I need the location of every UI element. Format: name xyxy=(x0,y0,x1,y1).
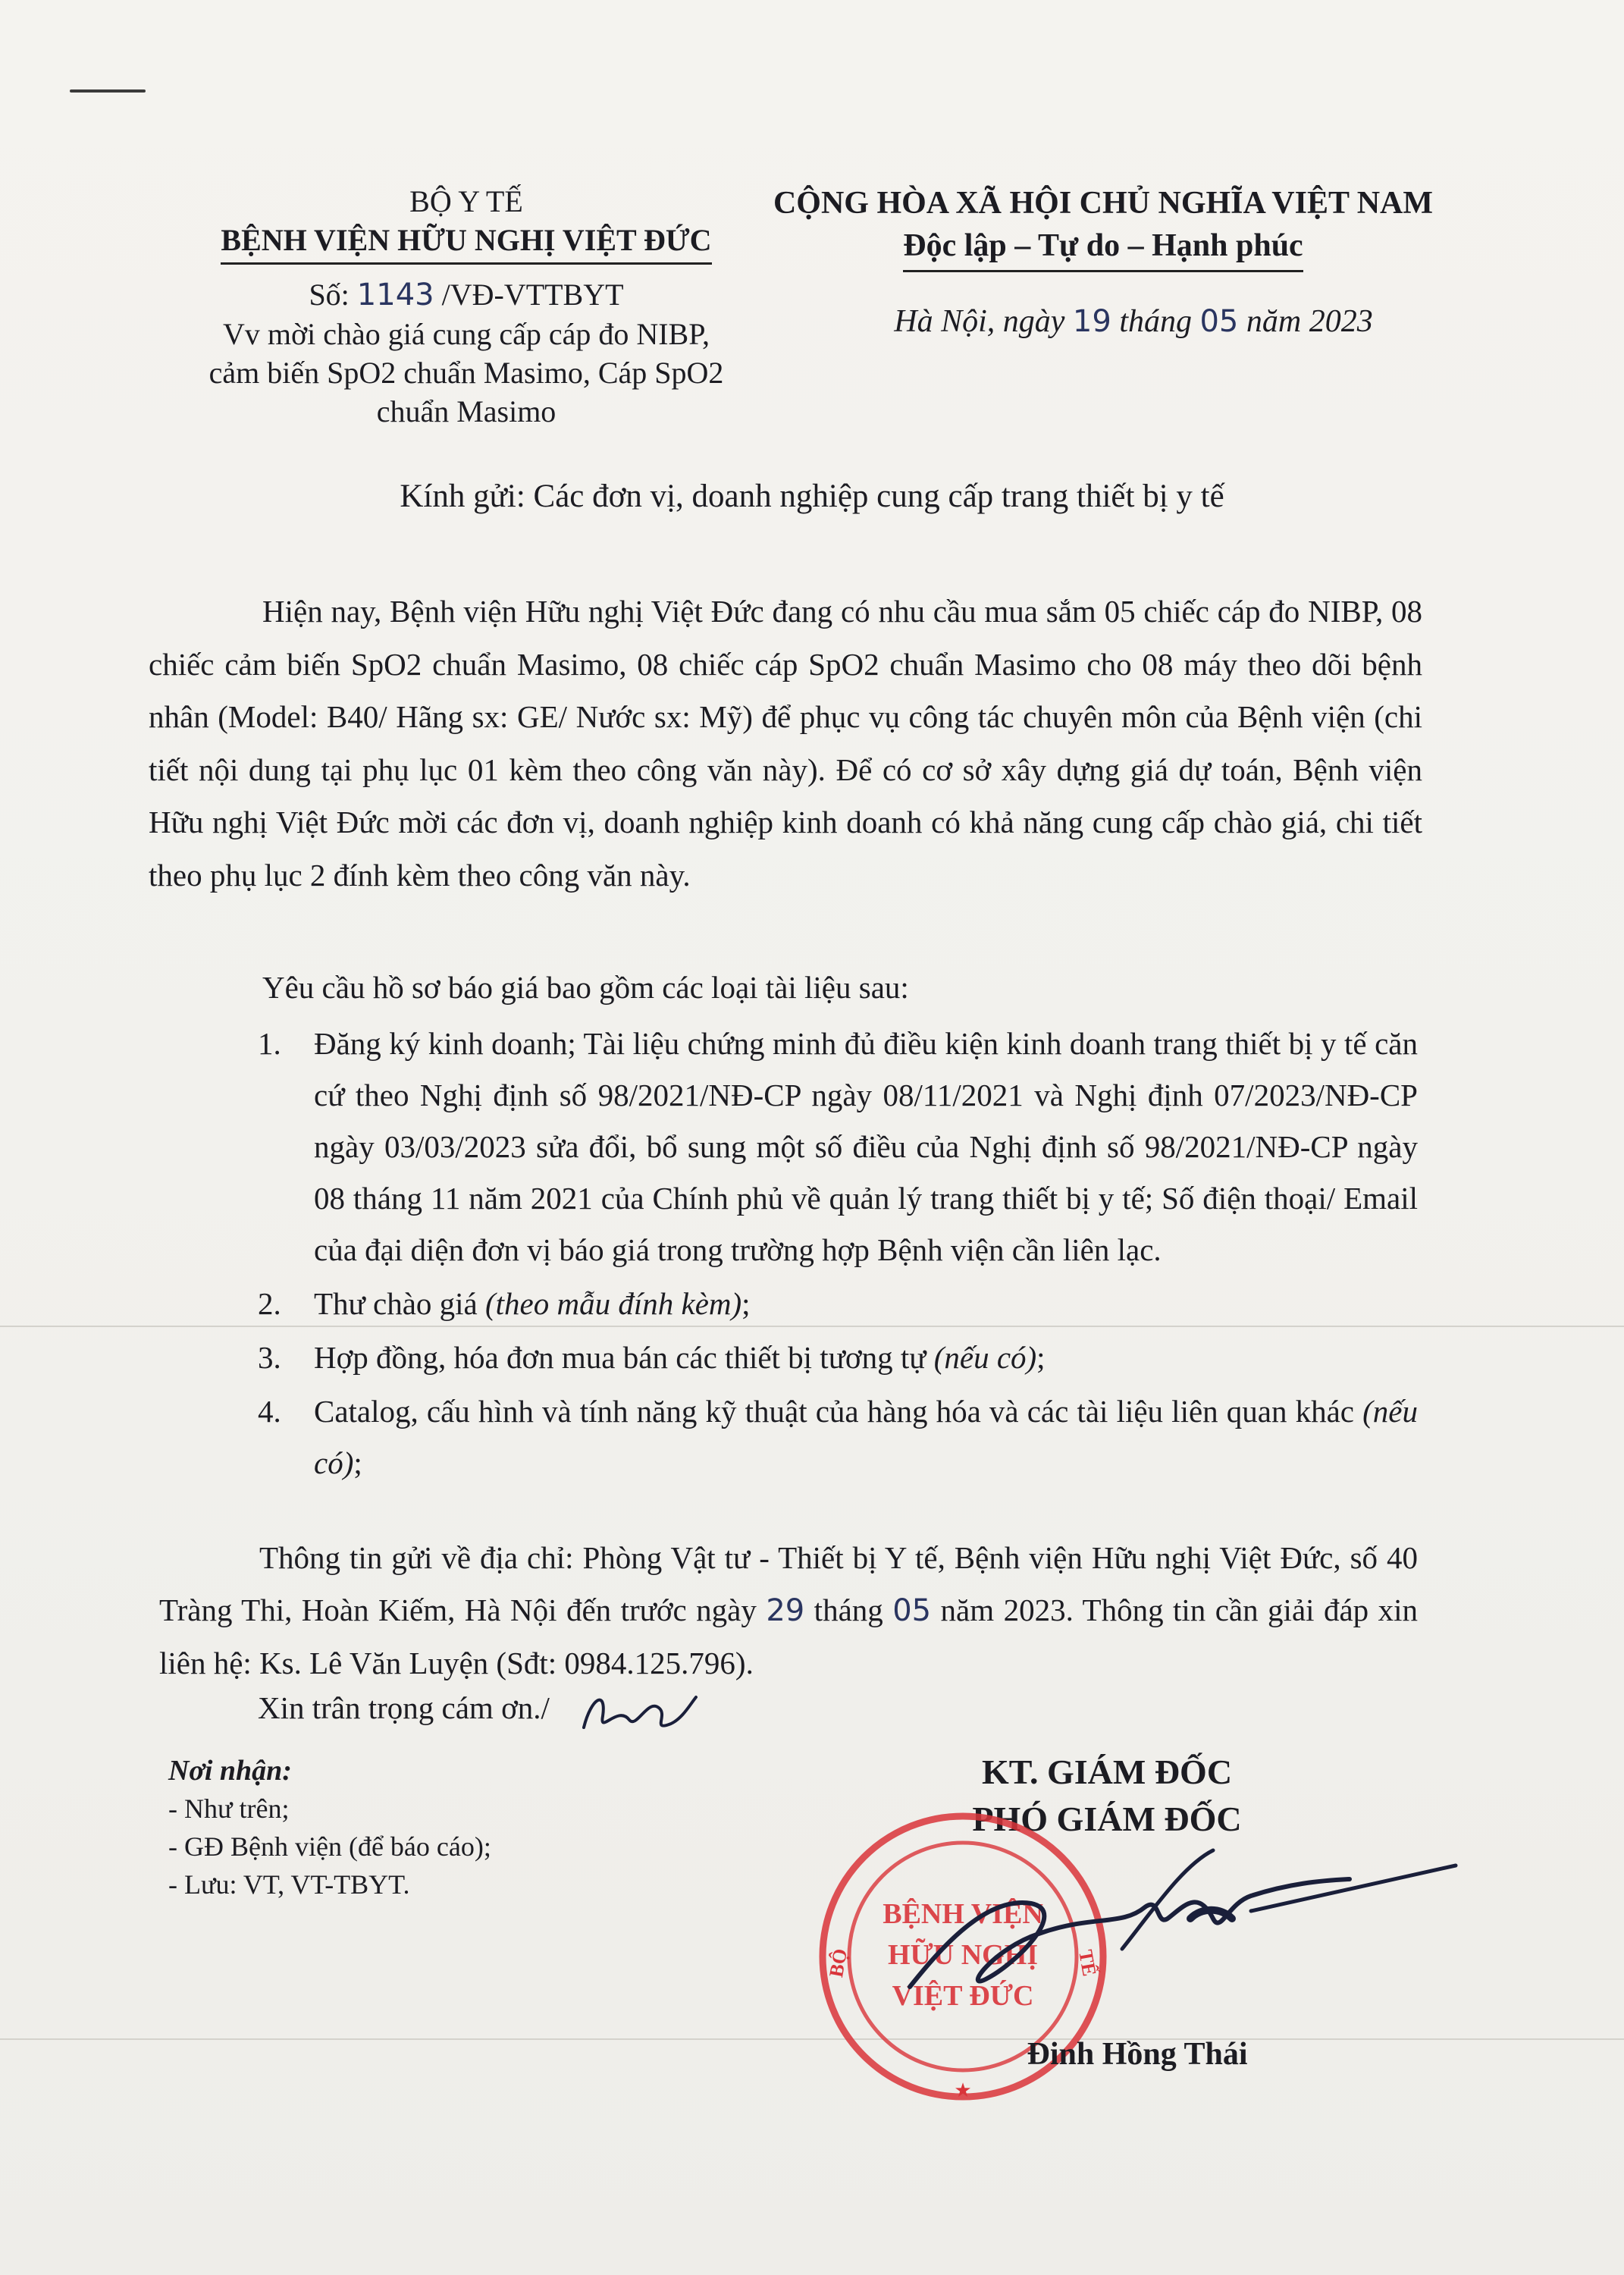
recipient-item: - Lưu: VT, VT-TBYT. xyxy=(168,1869,410,1900)
recipient-item: - GĐ Bệnh viện (để báo cáo); xyxy=(168,1831,491,1862)
recipient-item: - Như trên; xyxy=(168,1793,290,1824)
handwritten-deadline-month: 05 xyxy=(892,1593,932,1628)
issue-date: Hà Nội, ngày 19 tháng 05 năm 2023 xyxy=(894,304,1373,339)
handwritten-month: 05 xyxy=(1199,304,1239,339)
handwritten-number: 1143 xyxy=(356,278,434,312)
initials-mark xyxy=(576,1682,698,1743)
seal-text: BỆNH VIỆN xyxy=(883,1898,1043,1930)
signature-title: KT. GIÁM ĐỐC PHÓ GIÁM ĐỐC xyxy=(972,1753,1242,1838)
seal-ring-text: BỘ xyxy=(825,1947,852,1979)
requirements-list xyxy=(258,1018,1418,1489)
body-paragraph: Hiện nay, Bệnh viện Hữu nghị Việt Đức đang có nhu cầu mua sắm 05 chiếc cáp đo NIBP, 08 chiếc cảm biến SpO2 chuẩn Masimo, 08 chiếc cáp SpO2 chuẩn Masimo cho 08 máy theo dõi bệnh nhân (Model: B40/ Hãng sx: GE/ Nước sx: Mỹ) để phục vụ công tác chuyên môn của Bệnh viện (chi tiết nội dung tại phụ lục 01 kèm theo công văn này). Để có cơ sở xây dựng giá dự toán, Bệnh viện Hữu nghị Việt Đức mời các đơn vị, doanh nghiệp kinh doanh có khả năng cung cấp chào giá, chi tiết theo phụ lục 2 đính kèm theo công văn này. xyxy=(149,594,1422,893)
document-number: Số: 1143 /VĐ-VTTBYT xyxy=(309,278,624,312)
ministry-name: BỘ Y TẾ xyxy=(409,184,523,218)
handwritten-signature xyxy=(895,1835,1471,2017)
motto: Độc lập – Tự do – Hạnh phúc xyxy=(903,224,1303,272)
signer-name: Đinh Hồng Thái xyxy=(1027,2037,1248,2072)
closing-line: Xin trân trọng cám ơn./ xyxy=(258,1690,550,1725)
seal-text: HỮU NGHỊ xyxy=(887,1939,1039,1971)
recipients-block xyxy=(168,1752,491,1903)
seal-ring-text: TẾ xyxy=(1074,1947,1101,1978)
list-item: 4. Catalog, cấu hình và tính năng kỹ thuật của hàng hóa và các tài liệu liên quan khác (nếu có); xyxy=(258,1394,1418,1480)
subject-line: cảm biến SpO2 chuẩn Masimo, Cáp SpO2 xyxy=(208,356,724,390)
list-item: 2. Thư chào giá (theo mẫu đính kèm); xyxy=(258,1286,751,1321)
requirements-intro: Yêu cầu hồ sơ báo giá bao gồm các loại tài liệu sau: xyxy=(262,970,909,1005)
recipients-title: Nơi nhận: xyxy=(168,1755,292,1787)
handwritten-deadline-day: 29 xyxy=(766,1593,805,1628)
punch-mark xyxy=(70,89,146,93)
address-paragraph: Thông tin gửi về địa chỉ: Phòng Vật tư - Thiết bị Y tế, Bệnh viện Hữu nghị Việt Đức, số 40 Tràng Thi, Hoàn Kiếm, Hà Nội đến trước ngày 29 tháng 05 năm 2023. Thông tin cần giải đáp xin liên hệ: Ks. Lê Văn Luyện (Sđt: 0984.125.796). xyxy=(159,1540,1418,1680)
subject-line: Vv mời chào giá cung cấp cáp đo NIBP, xyxy=(222,317,710,351)
national-header xyxy=(758,182,1448,272)
issuer-header xyxy=(159,182,773,431)
handwritten-day: 19 xyxy=(1072,304,1111,339)
list-item: 1. Đăng ký kinh doanh; Tài liệu chứng minh đủ điều kiện kinh doanh trang thiết bị y tế căn cứ theo Nghị định số 98/2021/NĐ-CP ngày 08/11/2021 và Nghị định 07/2023/NĐ-CP ngày 03/03/2023 sửa đổi, bổ sung một số điều của Nghị định số 98/2021/NĐ-CP ngày 08 tháng 11 năm 2021 của Chính phủ về quản lý trang thiết bị y tế; Số điện thoại/ Email của đại diện đơn vị báo giá trong trường hợp Bệnh viện cần liên lạc. xyxy=(258,1026,1418,1267)
subject-line: chuẩn Masimo xyxy=(376,394,556,428)
national-title: CỘNG HÒA XÃ HỘI CHỦ NGHĨA VIỆT NAM xyxy=(773,186,1434,221)
hospital-name: BỆNH VIỆN HỮU NGHỊ VIỆT ĐỨC xyxy=(221,221,711,265)
recipient-line: Kính gửi: Các đơn vị, doanh nghiệp cung cấp trang thiết bị y tế xyxy=(400,479,1224,514)
list-item: 3. Hợp đồng, hóa đơn mua bán các thiết bị tương tự (nếu có); xyxy=(258,1340,1046,1375)
svg-text:★: ★ xyxy=(954,2079,972,2101)
seal-text: VIỆT ĐỨC xyxy=(892,1980,1034,2012)
